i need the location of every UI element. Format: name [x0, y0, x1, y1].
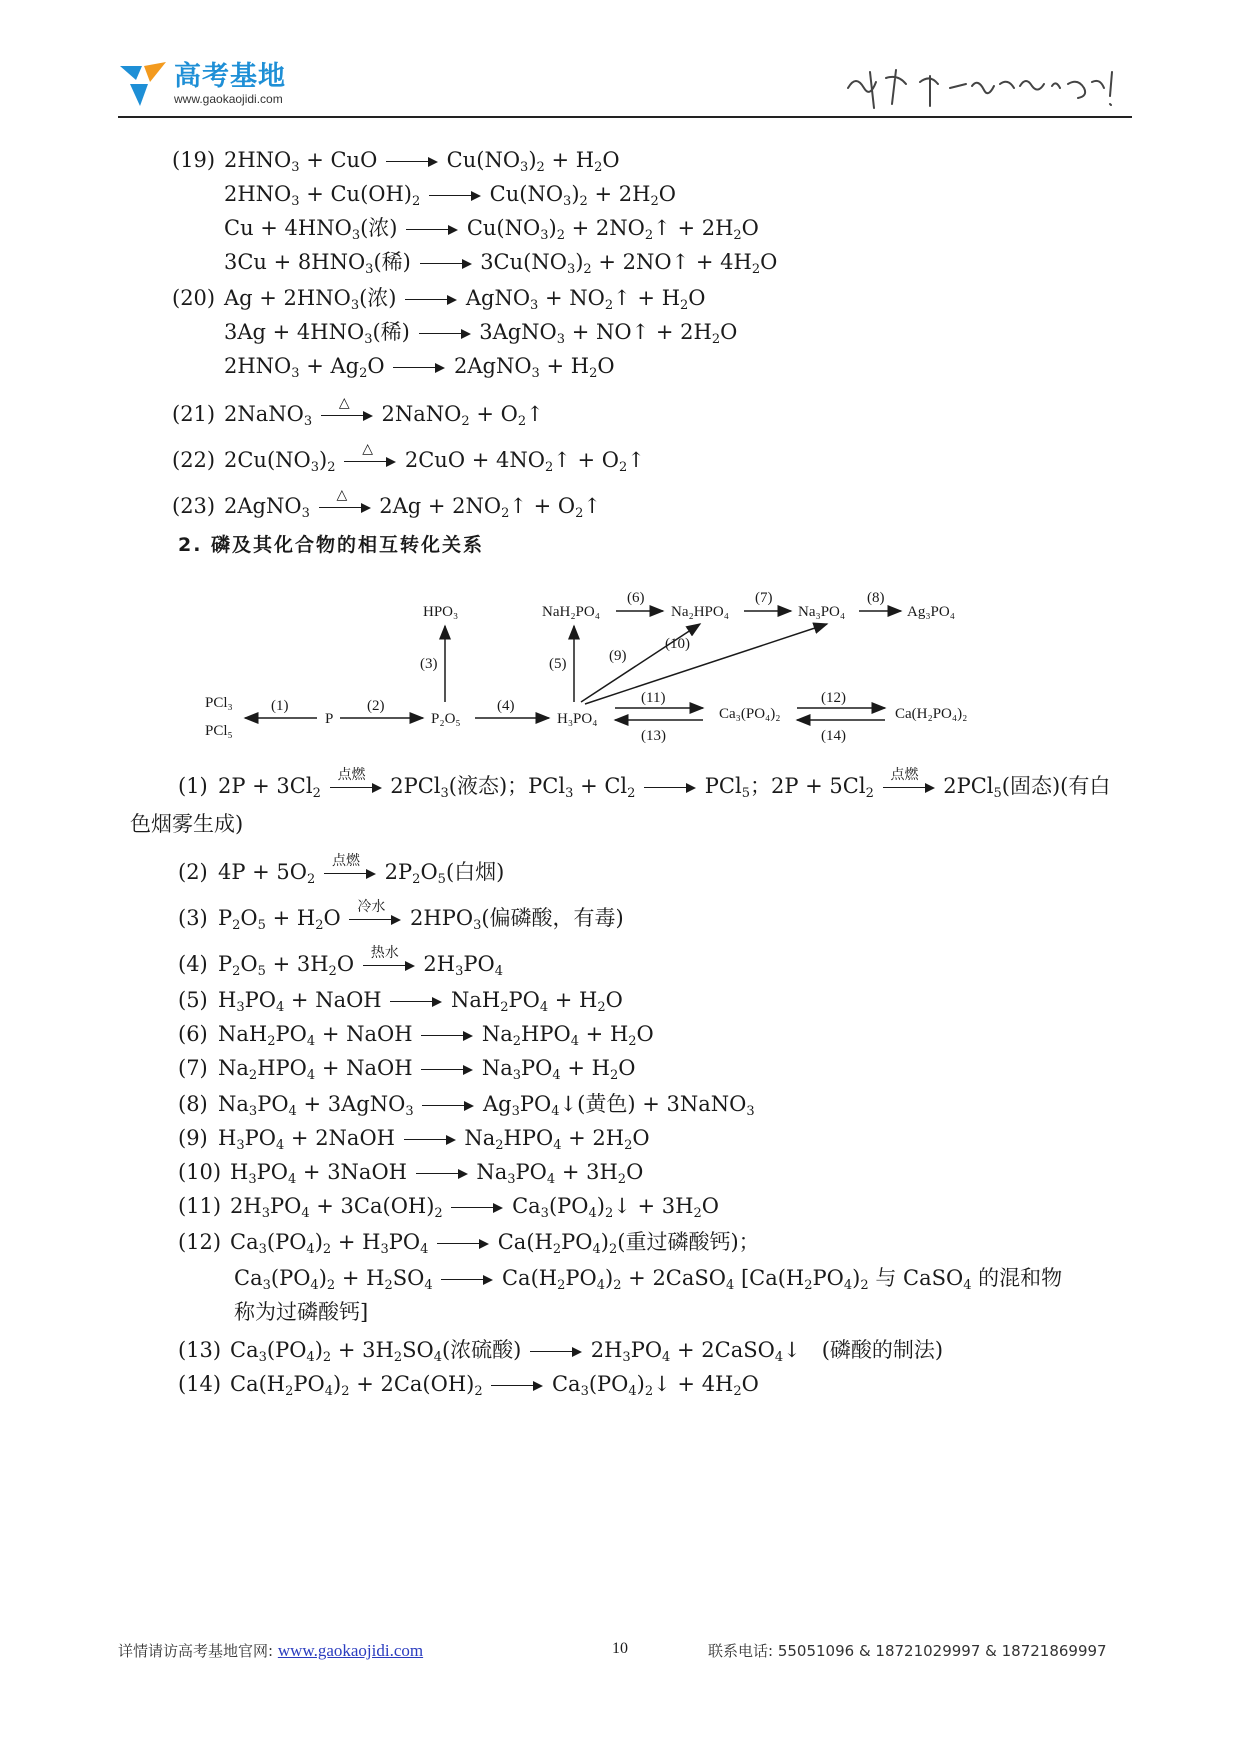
reaction-1: (1) $2P + 3Cl_2$ 点燃 2PCl$_3$(液态)；$PCl_3 + Cl_2$ PCl$_5$；$2P + 5Cl_2$ 点燃 2PCl$_5$(固态)(有白 [178, 766, 1111, 801]
equation-19c: $Cu + 4HNO_3$(浓) $Cu(NO_3)_2$ + $2NO_2↑ + 2H_2O$ [224, 216, 759, 243]
reaction-5: (5) $H_3PO_4$ + NaOH $NaH_2PO_4 + H_2O$ [178, 988, 623, 1015]
node-p: P [325, 711, 334, 727]
equation-22: (22) $2Cu(NO_3)_2$ △ $2CuO + 4NO_2↑$ + $O_2↑$ [172, 440, 645, 475]
node-h3po4: H₃PO₄ [557, 711, 598, 727]
reaction-14: (14) $Ca(H_2PO_4)_2 + 2Ca(OH)_2$ $Ca_3(PO_4)_2↓ + 4H_2O$ [178, 1372, 759, 1399]
reaction-10: (10) $H_3PO_4$ + 3NaOH $Na_3PO_4 + 3H_2O$ [178, 1160, 644, 1187]
label-3: (3) [420, 656, 438, 672]
label-8: (8) [867, 590, 885, 606]
node-hpo3: HPO₃ [423, 604, 459, 620]
reaction-3: (3) $P_2O_5 + H_2O$ 冷水 $2HPO_3$(偏磷酸，有毒) [178, 898, 624, 933]
label-6: (6) [627, 590, 645, 606]
equation-20b: $3Ag + 4HNO_3$(稀) 3AgNO$_3$ + NO↑ + $2H_2O$ [224, 320, 738, 347]
footer-contact: 联系电话: 55051096 & 18721029997 & 18721869997 [708, 1642, 1107, 1660]
label-7: (7) [755, 590, 773, 606]
equation-19d: $3Cu + 8HNO_3$(稀) $3Cu(NO_3)_2$ + 2NO↑ + $4H_2O$ [224, 250, 778, 277]
node-na2hpo4: Na₂HPO₄ [671, 604, 729, 620]
node-na3po4: Na₃PO₄ [798, 604, 846, 620]
logo-mark-icon [118, 58, 168, 108]
label-12: (12) [821, 690, 846, 706]
node-ag3po4: Ag₃PO₄ [907, 604, 955, 620]
section-heading: 2. 磷及其化合物的相互转化关系 [178, 534, 485, 556]
arrow-10 [585, 624, 827, 704]
equation-19a: (19) $2HNO_3$ + CuO $Cu(NO_3)_2 + H_2O$ [172, 148, 620, 175]
label-13: (13) [641, 728, 666, 744]
label-1: (1) [271, 698, 289, 714]
brand-name: 高考基地 [174, 61, 286, 92]
reaction-2: (2) $4P + 5O_2$ 点燃 $2P_2O_5$(白烟) [178, 852, 505, 887]
reaction-6: (6) $NaH_2PO_4$ + NaOH $Na_2HPO_4 + H_2O$ [178, 1022, 654, 1049]
footer-website-label: 详情请访高考基地官网: [118, 1642, 274, 1660]
equation-20c: $2HNO_3 + Ag_2O$ 2AgNO$_3$ + $H_2O$ [224, 354, 615, 381]
label-10: (10) [665, 636, 690, 652]
node-nah2po4: NaH₂PO₄ [542, 604, 600, 620]
reaction-11: (11) $2H_3PO_4 + 3Ca(OH)_2$ $Ca_3(PO_4)_2↓ + 3H_2O$ [178, 1194, 719, 1221]
reaction-12-cont: $Ca_3(PO_4)_2 + H_2SO_4$ $Ca(H_2PO_4)_2$ + 2CaSO$_4$ [$Ca(H_2PO_4)_2$ 与 CaSO$_4$ 的混和物 [234, 1266, 1063, 1293]
reaction-12-cont2: 称为过磷酸钙] [234, 1300, 369, 1324]
slogan-calligraphy [840, 58, 1140, 118]
reaction-1-cont: 色烟雾生成) [130, 812, 244, 836]
node-pcl5: PCl₅ [205, 723, 233, 739]
label-11: (11) [641, 690, 666, 706]
node-p2o5: P₂O₅ [431, 711, 461, 727]
equation-20a: (20) $Ag + 2HNO_3$(浓) AgNO$_3$ + $NO_2↑ + H_2O$ [172, 286, 706, 313]
node-cah2po42: Ca(H₂PO₄)₂ [895, 706, 968, 722]
equation-21: (21) 2NaNO$_3$ △ 2NaNO$_2$ + $O_2↑$ [172, 394, 544, 429]
page-number: 10 [612, 1640, 628, 1657]
label-5: (5) [549, 656, 567, 672]
reaction-8: (8) $Na_3PO_4$ + 3AgNO$_3$ $Ag_3PO_4↓$(黄色) + 3NaNO$_3$ [178, 1092, 755, 1119]
reaction-7: (7) $Na_2HPO_4$ + NaOH $Na_3PO_4 + H_2O$ [178, 1056, 636, 1083]
reaction-4: (4) $P_2O_5 + 3H_2O$ 热水 $2H_3PO_4$ [178, 944, 504, 979]
label-14: (14) [821, 728, 846, 744]
equation-23: (23) 2AgNO$_3$ △ $2Ag + 2NO_2↑$ + $O_2↑$ [172, 486, 602, 521]
page-footer [118, 1640, 1132, 1670]
node-pcl3: PCl₃ [205, 695, 233, 711]
header-divider [118, 116, 1132, 118]
reaction-13: (13) $Ca_3(PO_4)_2 + 3H_2SO_4$(浓硫酸) $2H_3PO_4$ + 2CaSO$_4$↓ (磷酸的制法) [178, 1338, 944, 1365]
phosphorus-conversion-diagram [195, 582, 1015, 754]
footer-website-link[interactable]: www.gaokaojidi.com [277, 1641, 424, 1660]
footer-website [118, 1640, 423, 1661]
equation-19b: $2HNO_3 + Cu(OH)_2$ $Cu(NO_3)_2 + 2H_2O$ [224, 182, 676, 209]
label-9: (9) [609, 648, 627, 664]
reaction-9: (9) $H_3PO_4$ + 2NaOH $Na_2HPO_4 + 2H_2O$ [178, 1126, 650, 1153]
brand-logo[interactable] [118, 52, 418, 114]
label-2: (2) [367, 698, 385, 714]
node-ca3po42: Ca₃(PO₄)₂ [719, 706, 781, 722]
reaction-12: (12) $Ca_3(PO_4)_2 + H_3PO_4$ $Ca(H_2PO_4)_2$(重过磷酸钙)； [178, 1230, 760, 1257]
label-4: (4) [497, 698, 515, 714]
brand-url: www.gaokaojidi.com [174, 92, 283, 106]
